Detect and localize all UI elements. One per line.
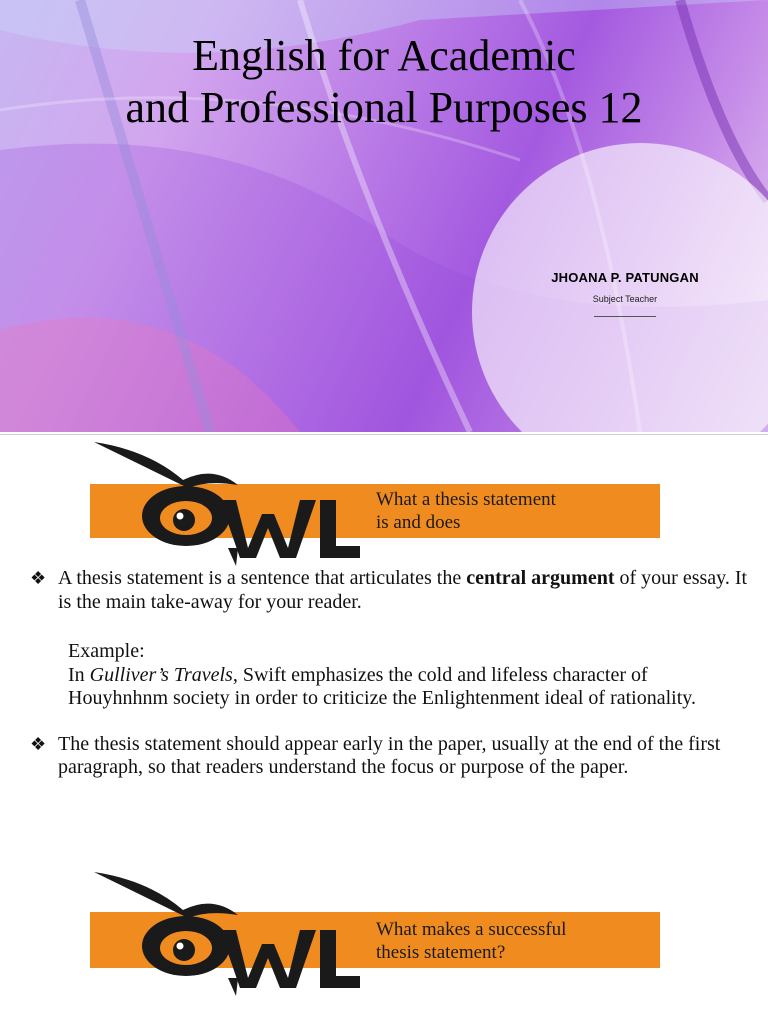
owl-heading-line-2: is and does bbox=[376, 512, 461, 533]
slide-divider bbox=[0, 434, 768, 435]
bullet-1 bbox=[30, 567, 750, 614]
owl-header-2 bbox=[88, 870, 688, 1000]
diamond-bullet-icon: ❖ bbox=[30, 733, 47, 754]
bullet-1-bold: central argument bbox=[466, 567, 615, 589]
owl-heading-line-1: What makes a successful bbox=[376, 919, 567, 940]
owl-heading-line-2: thesis statement? bbox=[376, 942, 506, 963]
presenter-role: Subject Teacher bbox=[592, 294, 658, 304]
bullet-2 bbox=[30, 733, 750, 780]
presenter-name: JHOANA P. PATUNGAN bbox=[551, 270, 699, 285]
owl-logo-text: OWL bbox=[88, 870, 91, 871]
page-title bbox=[0, 30, 768, 134]
title-line-2: and Professional Purposes 12 bbox=[125, 83, 643, 132]
owl-logo bbox=[88, 870, 378, 1000]
title-line-1: English for Academic bbox=[192, 31, 576, 80]
owl-heading bbox=[376, 918, 666, 964]
owl-header-1 bbox=[88, 440, 688, 570]
example-block bbox=[68, 640, 750, 711]
owl-logo-text: OWL bbox=[88, 440, 91, 441]
title-slide bbox=[0, 0, 768, 432]
owl-logo bbox=[88, 440, 378, 570]
example-book-title: Gulliver’s Travels bbox=[89, 663, 233, 686]
example-text bbox=[68, 664, 750, 711]
example-rest: , Swift emphasizes the cold and lifeless character of Houyhnhnm society in order to criticize the Enlightenment ideal of rationality. bbox=[68, 663, 696, 709]
owl-heading bbox=[376, 488, 666, 534]
presenter-info bbox=[520, 270, 730, 317]
example-label: Example: bbox=[68, 640, 145, 662]
diamond-bullet-icon: ❖ bbox=[30, 568, 47, 588]
bullet-1-text-b: of your essay. It is the main take-away for your reader. bbox=[58, 567, 748, 613]
owl-heading-line-1: What a thesis statement bbox=[376, 489, 556, 510]
example-intro: In bbox=[68, 663, 90, 686]
presenter-divider bbox=[594, 316, 656, 317]
thesis-bullets bbox=[30, 567, 750, 780]
bullet-2-text: The thesis statement should appear early in the paper, usually at the end of the first paragraph, so that readers understand the focus or purpose of the paper. bbox=[58, 732, 721, 778]
bullet-1-text-a: A thesis statement is a sentence that articulates the bbox=[58, 567, 467, 589]
